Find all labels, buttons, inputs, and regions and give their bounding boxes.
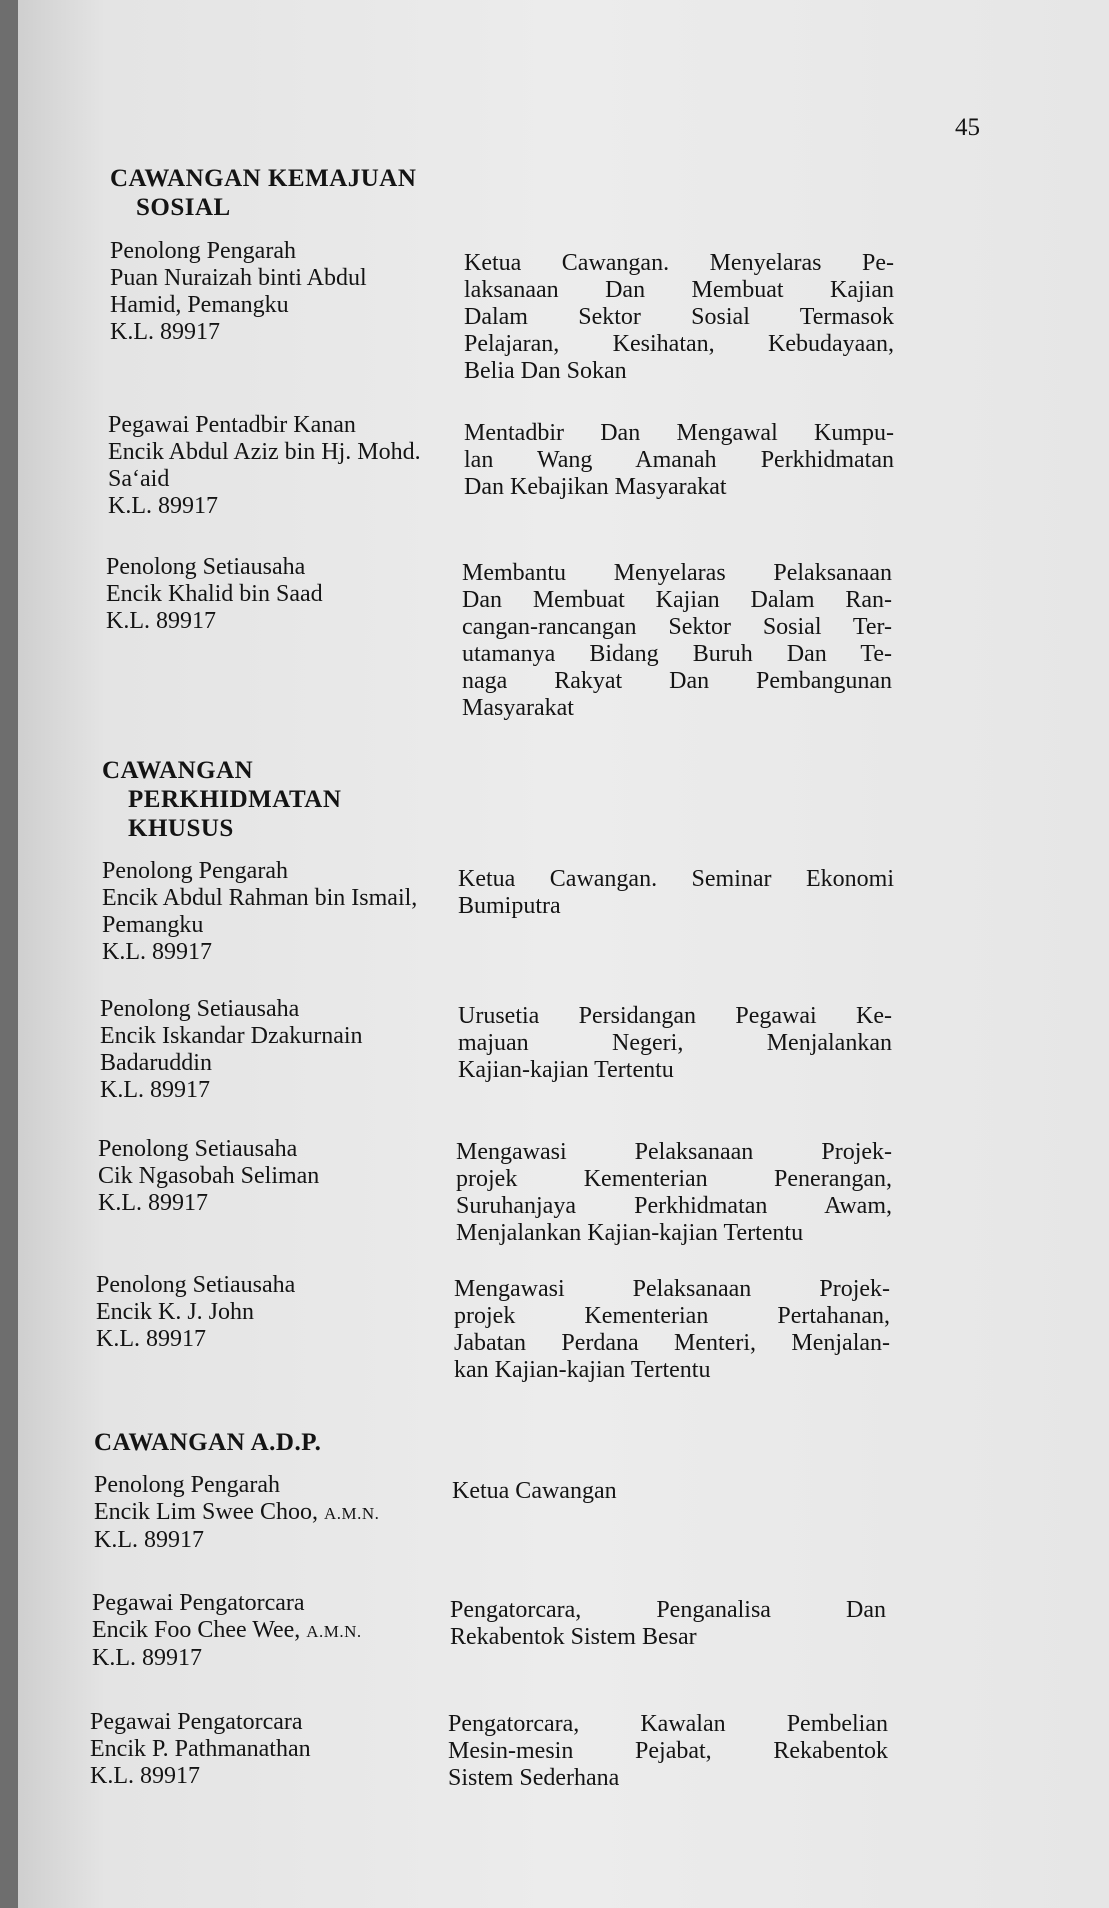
- text-line: utamanya Bidang Buruh Dan Te-: [462, 641, 892, 667]
- text-line: Encik K. J. John: [96, 1299, 254, 1325]
- text-line: Pegawai Pengatorcara: [92, 1590, 305, 1616]
- text-line: majuan Negeri, Menjalankan: [458, 1030, 892, 1056]
- text-line: Membantu Menyelaras Pelaksanaan: [462, 560, 892, 586]
- text-line: Kajian-kajian Tertentu: [458, 1057, 674, 1083]
- text-line: Dan Membuat Kajian Dalam Ran-: [462, 587, 892, 613]
- entry-right-penolong-pengarah-khusus: [458, 866, 894, 920]
- text-line: Encik P. Pathmanathan: [90, 1736, 311, 1762]
- page-number: 45: [955, 114, 980, 141]
- entry-left-penolong-setiausaha-ngasobah: [98, 1136, 319, 1217]
- text-line: K.L. 89917: [102, 939, 212, 965]
- entry-right-penolong-pengarah-adp: [452, 1478, 832, 1505]
- text-line: Pegawai Pentadbir Kanan: [108, 412, 356, 438]
- text-line: Dan Kebajikan Masyarakat: [464, 474, 727, 500]
- text-line: Pengatorcara, Penganalisa Dan: [450, 1597, 886, 1623]
- text-line: Sa‘aid: [108, 466, 170, 492]
- text-line: Puan Nuraizah binti Abdul: [110, 265, 367, 291]
- text-line: Cik Ngasobah Seliman: [98, 1163, 320, 1189]
- entry-left-penolong-pengarah-adp: [94, 1472, 379, 1554]
- text-line: SOSIAL: [136, 194, 231, 221]
- entry-right-pegawai-pentadbir: [464, 420, 894, 501]
- text-line: Encik Iskandar Dzakurnain: [100, 1023, 363, 1049]
- text-line: Mengawasi Pelaksanaan Projek-: [456, 1139, 892, 1165]
- text-line: K.L. 89917: [110, 319, 220, 345]
- section-heading-kemajuan-sosial: [110, 164, 416, 222]
- text-line: Pengatorcara, Kawalan Pembelian: [448, 1711, 888, 1737]
- text-line: kan Kajian-kajian Tertentu: [454, 1357, 711, 1383]
- text-line: Penolong Setiausaha: [106, 554, 306, 580]
- text-line: Bumiputra: [458, 893, 561, 919]
- entry-right-pegawai-pengatorcara-foo: [450, 1597, 886, 1651]
- text-line: Mentadbir Dan Mengawal Kumpu-: [464, 420, 894, 446]
- text-line: Encik Lim Swee Choo,: [94, 1499, 318, 1525]
- text-line: K.L. 89917: [92, 1645, 202, 1671]
- entry-left-penolong-setiausaha-iskandar: [100, 996, 363, 1104]
- text-line: Mengawasi Pelaksanaan Projek-: [454, 1276, 890, 1302]
- entry-left-penolong-pengarah-sosial: [110, 238, 367, 346]
- text-line: Hamid, Pemangku: [110, 292, 289, 318]
- text-line: KHUSUS: [128, 815, 234, 842]
- text-line: CAWANGAN KEMAJUAN: [110, 165, 417, 192]
- text-line: K.L. 89917: [108, 493, 218, 519]
- text-line: K.L. 89917: [90, 1763, 200, 1789]
- text-line: Pegawai Pengatorcara: [90, 1709, 303, 1735]
- text-line: Belia Dan Sokan: [464, 358, 627, 384]
- text-line: Encik Khalid bin Saad: [106, 581, 323, 607]
- text-line: Pemangku: [102, 912, 204, 938]
- text-line: Ketua Cawangan. Seminar Ekonomi: [458, 866, 894, 892]
- text-line: Jabatan Perdana Menteri, Menjalan-: [454, 1330, 890, 1356]
- entry-right-penolong-setiausaha-khalid: [462, 560, 892, 722]
- text-line: Mesin-mesin Pejabat, Rekabentok: [448, 1738, 888, 1764]
- honorific-amn: A.M.N.: [306, 1622, 362, 1641]
- entry-right-penolong-pengarah-sosial: [464, 250, 894, 385]
- text-line: Ketua Cawangan. Menyelaras Pe-: [464, 250, 894, 276]
- entry-left-penolong-setiausaha-john: [96, 1272, 295, 1353]
- text-line: Encik Abdul Aziz bin Hj. Mohd.: [108, 439, 421, 465]
- text-line: Penolong Pengarah: [110, 238, 296, 264]
- text-line: K.L. 89917: [100, 1077, 210, 1103]
- entry-left-pegawai-pengatorcara-foo: [92, 1590, 362, 1672]
- text-line: Encik Foo Chee Wee,: [92, 1617, 301, 1643]
- entry-left-penolong-setiausaha-khalid: [106, 554, 323, 635]
- text-line: naga Rakyat Dan Pembangunan: [462, 668, 892, 694]
- text-line: Penolong Setiausaha: [98, 1136, 298, 1162]
- text-line: PERKHIDMATAN: [128, 786, 342, 813]
- text-line: laksanaan Dan Membuat Kajian: [464, 277, 894, 303]
- entry-right-pegawai-pengatorcara-pathmanathan: [448, 1711, 888, 1792]
- entry-left-pegawai-pentadbir: [108, 412, 421, 520]
- text-line: CAWANGAN A.D.P.: [94, 1429, 322, 1456]
- text-line: Dalam Sektor Sosial Termasok: [464, 304, 894, 330]
- text-line: Ketua Cawangan: [452, 1478, 617, 1504]
- text-line: Penolong Setiausaha: [100, 996, 300, 1022]
- entry-left-pegawai-pengatorcara-pathmanathan: [90, 1709, 311, 1790]
- section-heading-perkhidmatan-khusus: [102, 756, 341, 843]
- text-line: K.L. 89917: [98, 1190, 208, 1216]
- text-line: Penolong Pengarah: [102, 858, 288, 884]
- text-line: Penolong Pengarah: [94, 1472, 280, 1498]
- text-line: projek Kementerian Penerangan,: [456, 1166, 892, 1192]
- honorific-amn: A.M.N.: [323, 1504, 380, 1523]
- text-line: projek Kementerian Pertahanan,: [454, 1303, 890, 1329]
- text-line: Sistem Sederhana: [448, 1765, 620, 1791]
- text-line: Urusetia Persidangan Pegawai Ke-: [458, 1003, 892, 1029]
- entry-right-penolong-setiausaha-iskandar: [458, 1003, 892, 1084]
- text-line: Penolong Setiausaha: [96, 1272, 296, 1298]
- text-line: Suruhanjaya Perkhidmatan Awam,: [456, 1193, 892, 1219]
- entry-left-penolong-pengarah-khusus: [102, 858, 417, 966]
- text-line: Badaruddin: [100, 1050, 212, 1076]
- text-line: K.L. 89917: [96, 1326, 206, 1352]
- text-line: Pelajaran, Kesihatan, Kebudayaan,: [464, 331, 894, 357]
- entry-right-penolong-setiausaha-ngasobah: [456, 1139, 892, 1247]
- text-line: K.L. 89917: [94, 1527, 204, 1553]
- document-page: [18, 0, 1109, 1908]
- text-line: Rekabentok Sistem Besar: [450, 1624, 697, 1650]
- text-line: cangan-rancangan Sektor Sosial Ter-: [462, 614, 892, 640]
- text-line: lan Wang Amanah Perkhidmatan: [464, 447, 894, 473]
- text-line: CAWANGAN: [102, 757, 254, 784]
- text-line: Encik Abdul Rahman bin Ismail,: [102, 885, 418, 911]
- text-line: K.L. 89917: [106, 608, 216, 634]
- entry-right-penolong-setiausaha-john: [454, 1276, 890, 1384]
- text-line: Masyarakat: [462, 695, 574, 721]
- section-heading-adp: [94, 1428, 321, 1457]
- text-line: Menjalankan Kajian-kajian Tertentu: [456, 1220, 804, 1246]
